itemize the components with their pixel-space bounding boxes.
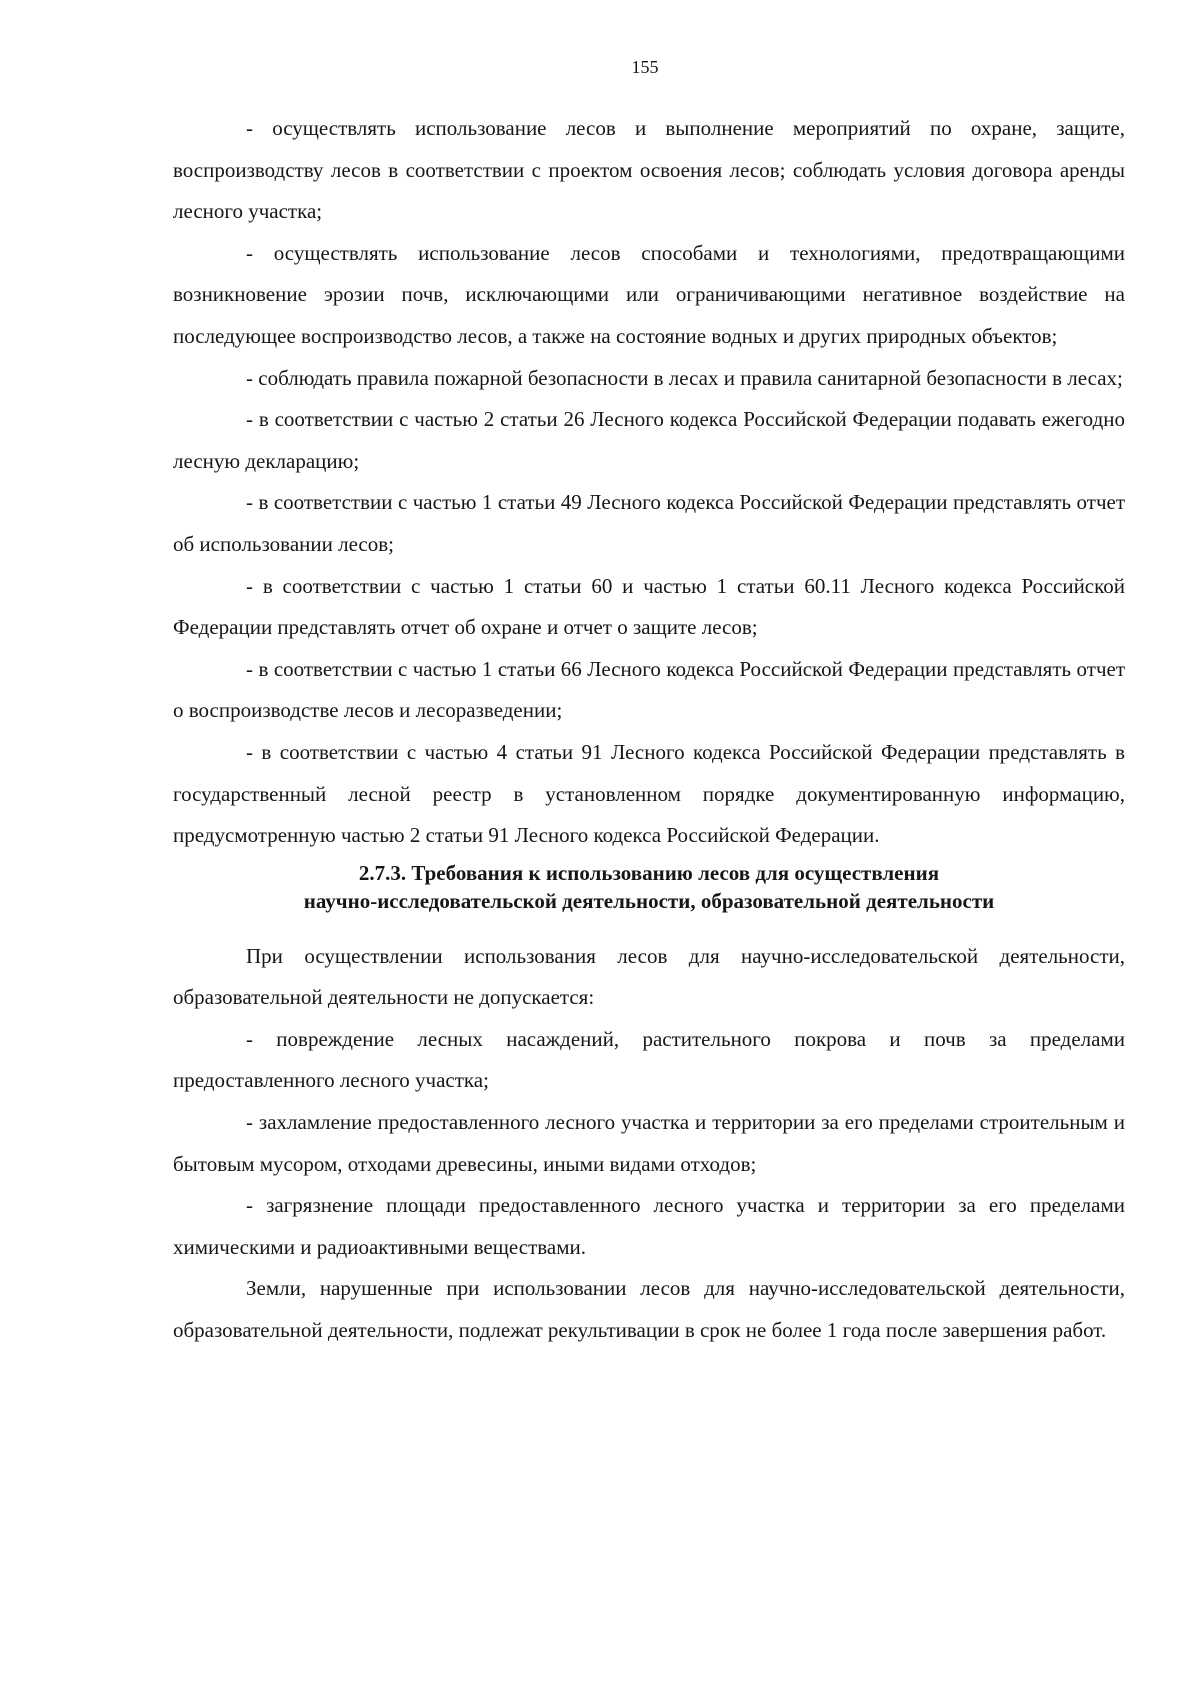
section-heading-line-2: научно-исследовательской деятельности, образовательной деятельности <box>303 888 995 913</box>
paragraph-fire-safety: - соблюдать правила пожарной безопасности в лесах и правила санитарной безопасности в лесах; <box>246 365 1123 390</box>
paragraph-protection-report: - в соответствии с частью 1 статьи 60 и частью 1 статьи 60.11 Лесного кодекса Российской Федерации представлять отчет об охране и отчет о защите лесов; <box>173 573 1125 640</box>
paragraph-erosion-prevention: - осуществлять использование лесов способами и технологиями, предотвращающими возникновение эрозии почв, исключающими или ограничивающими негативное воздействие на последующее воспроизводство лесов, а также на состояние водных и других природных объектов; <box>173 240 1125 348</box>
paragraph-forest-register: - в соответствии с частью 4 статьи 91 Лесного кодекса Российской Федерации представлять в государственный лесной реестр в установленном порядке документированную информацию, предусмотренную частью 2 статьи 91 Лесного кодекса Российской Федерации. <box>173 739 1125 848</box>
paragraph-forest-use-project: - осуществлять использование лесов и выполнение мероприятий по охране, защите, воспроизводству лесов в соответствии с проектом освоения лесов; соблюдать условия договора аренды лесного участка; <box>173 116 1125 224</box>
paragraph-use-report: - в соответствии с частью 1 статьи 49 Лесного кодекса Российской Федерации представлять отчет об использовании лесов; <box>173 490 1125 556</box>
paragraph-reproduction-report: - в соответствии с частью 1 статьи 66 Лесного кодекса Российской Федерации представлять отчет о воспроизводстве лесов и лесоразведении; <box>173 656 1125 723</box>
section-heading-line-1: 2.7.3. Требования к использованию лесов для осуществления <box>358 860 940 885</box>
paragraph-research-intro: При осуществлении использования лесов для научно-исследовательской деятельности, образовательной деятельности не допускается: <box>173 943 1125 1010</box>
document-body <box>173 108 1125 1352</box>
paragraph-land-recultivation: Земли, нарушенные при использовании лесов для научно-исследовательской деятельности, образовательной деятельности, подлежат рекультивации в срок не более 1 года после завершения работ. <box>173 1276 1125 1343</box>
paragraph-pollution-prohibition: - загрязнение площади предоставленного лесного участка и территории за его пределами химическими и радиоактивными веществами. <box>173 1193 1125 1259</box>
paragraph-littering-prohibition: - захламление предоставленного лесного участка и территории за его пределами строительным и бытовым мусором, отходами древесины, иными видами отходов; <box>173 1110 1125 1176</box>
paragraph-forest-declaration: - в соответствии с частью 2 статьи 26 Лесного кодекса Российской Федерации подавать ежегодно лесную декларацию; <box>173 407 1125 473</box>
page-number: 155 <box>631 57 659 77</box>
paragraph-damage-prohibition: - повреждение лесных насаждений, растительного покрова и почв за пределами предоставленного лесного участка; <box>173 1026 1125 1093</box>
section-heading <box>173 857 1125 936</box>
